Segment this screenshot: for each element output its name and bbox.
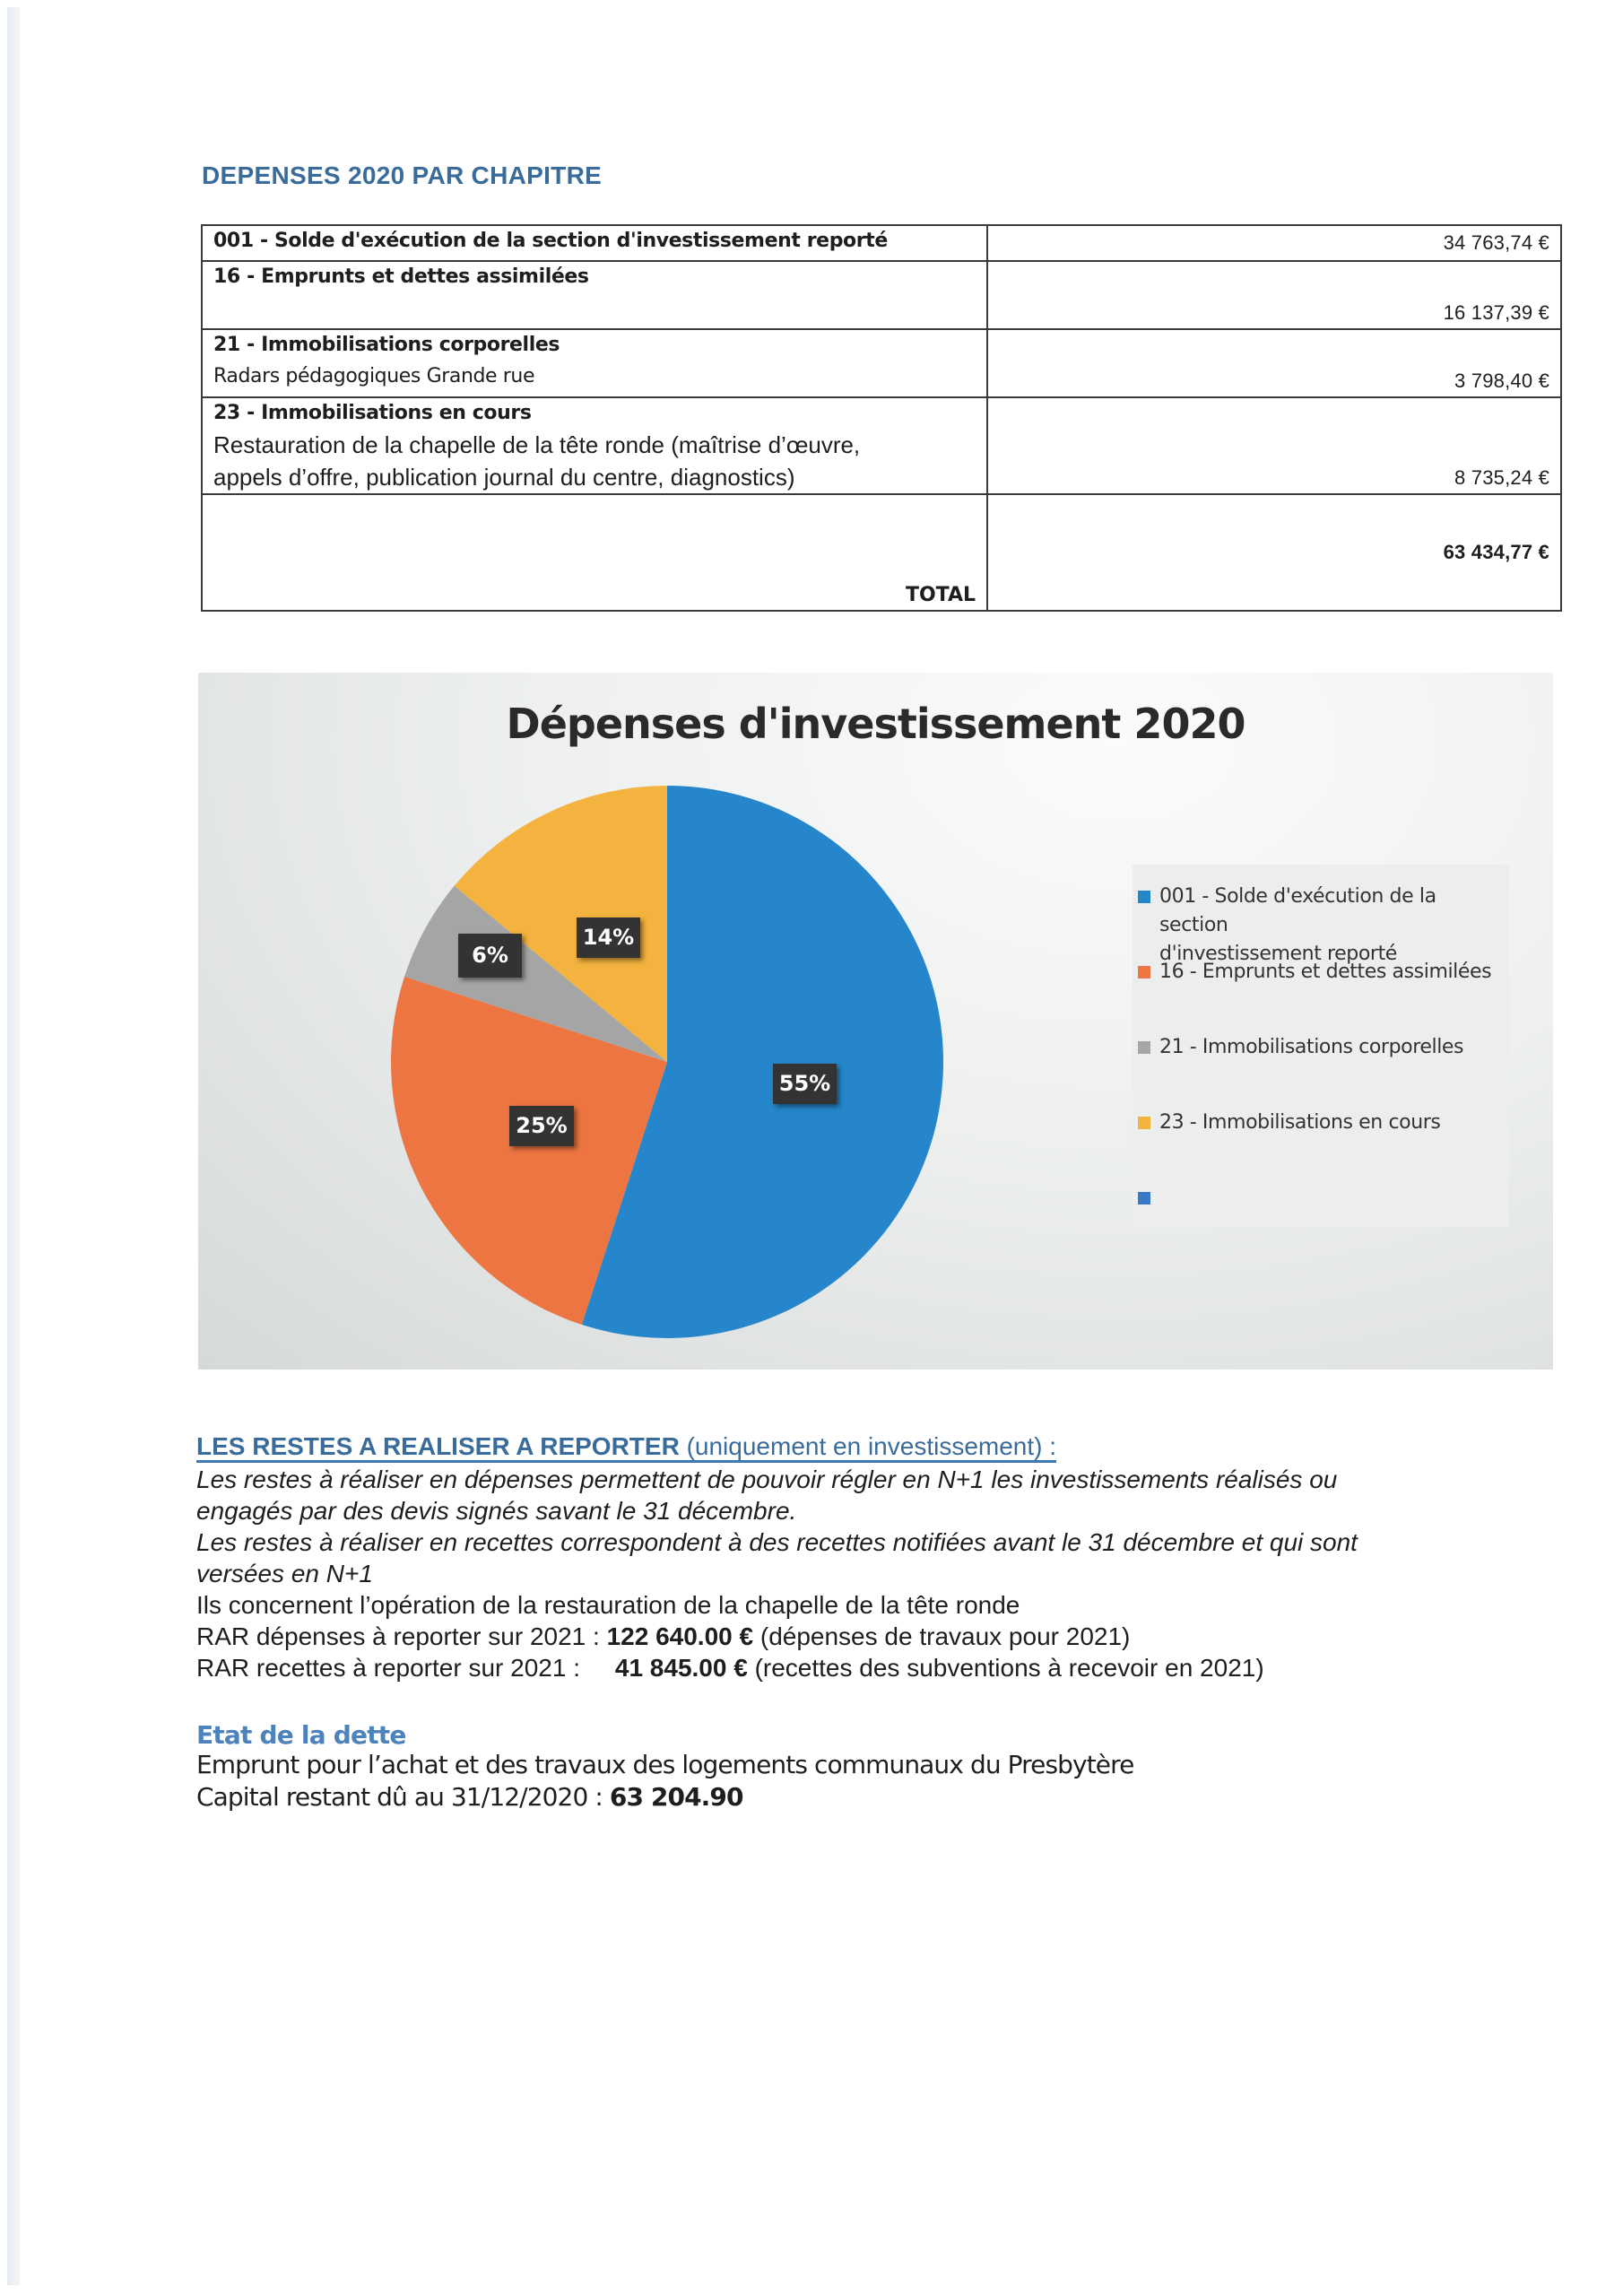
table-row <box>202 397 1561 494</box>
legend-swatch-gray <box>1138 1041 1150 1054</box>
rar-title <box>196 1433 1056 1463</box>
row-title: 21 - Immobilisations corporelles <box>213 334 560 356</box>
dette-capital-label: Capital restant dû au 31/12/2020 : <box>196 1782 610 1812</box>
legend-label: 21 - Immobilisations corporelles <box>1159 1036 1464 1058</box>
row-detail: Radars pédagogiques Grande rue <box>213 365 535 387</box>
chart-legend <box>1133 865 1509 1227</box>
row-title: 23 - Immobilisations en cours <box>213 402 532 424</box>
legend-label: d'investissement reporté <box>1159 943 1397 965</box>
pct-label-55: 55% <box>773 1064 837 1104</box>
row-amount: 3 798,40 € <box>987 329 1561 397</box>
dette-title: Etat de la dette <box>196 1720 406 1750</box>
chapter-table <box>201 224 1562 612</box>
scan-edge-strip <box>7 7 20 2285</box>
pie-slices <box>391 786 943 1338</box>
row-amount: 8 735,24 € <box>987 397 1561 494</box>
rar-title-caps: LES RESTES A REALISER A REPORTER <box>196 1432 680 1460</box>
row-label <box>202 329 987 397</box>
rar-depenses-label: RAR dépenses à reporter sur 2021 : <box>196 1622 607 1650</box>
table-row <box>202 261 1561 329</box>
legend-item <box>1159 883 1509 969</box>
section-heading: DEPENSES 2020 PAR CHAPITRE <box>202 161 603 189</box>
row-detail-line: Restauration de la chapelle de la tête ronde (maîtrise d’œuvre, <box>213 431 861 458</box>
rar-depenses <box>196 1621 1130 1652</box>
row-label <box>202 261 987 329</box>
rar-depenses-note: (dépenses de travaux pour 2021) <box>753 1622 1131 1650</box>
legend-label: 23 - Immobilisations en cours <box>1159 1111 1441 1134</box>
table-row <box>202 225 1561 261</box>
pct-label-25: 25% <box>509 1106 574 1146</box>
row-label <box>202 397 987 494</box>
dette-capital <box>196 1781 743 1813</box>
table-row <box>202 329 1561 397</box>
dette-line: Emprunt pour l’achat et des travaux des logements communaux du Presbytère <box>196 1750 1134 1779</box>
rar-line: Les restes à réaliser en recettes correspondent à des recettes notifiées avant le 31 décembre et qui sont <box>196 1528 1358 1556</box>
legend-label: 16 - Emprunts et dettes assimilées <box>1159 961 1492 983</box>
rar-line: versées en N+1 <box>196 1560 373 1587</box>
legend-swatch-blue <box>1138 891 1150 903</box>
total-label: TOTAL <box>202 494 987 611</box>
legend-swatch-yellow <box>1138 1117 1150 1129</box>
rar-depenses-amount: 122 640.00 € <box>606 1622 754 1650</box>
dette-capital-value: 63 204.90 <box>609 1782 743 1812</box>
rar-line: Ils concernent l’opération de la restauration de la chapelle de la tête ronde <box>196 1591 1020 1619</box>
row-title: 16 - Emprunts et dettes assimilées <box>213 265 589 288</box>
rar-recettes <box>196 1652 1264 1683</box>
rar-recettes-amount: 41 845.00 € <box>614 1654 748 1682</box>
row-detail-line: appels d’offre, publication journal du centre, diagnostics) <box>213 464 795 491</box>
pct-label-14: 14% <box>577 918 640 958</box>
legend-item <box>1159 1109 1440 1137</box>
legend-item <box>1159 1033 1463 1062</box>
row-amount: 34 763,74 € <box>987 225 1561 261</box>
total-row <box>202 494 1561 611</box>
rar-line: Les restes à réaliser en dépenses permettent de pouvoir régler en N+1 les investissements réalisés ou <box>196 1465 1338 1493</box>
legend-swatch-orange <box>1138 966 1150 978</box>
rar-title-rest: (uniquement en investissement) : <box>679 1432 1057 1460</box>
chart-title: Dépenses d'investissement 2020 <box>506 700 1245 748</box>
row-amount: 16 137,39 € <box>987 261 1561 329</box>
pct-label-6: 6% <box>458 934 522 978</box>
rar-line: engagés par des devis signés savant le 31 décembre. <box>196 1497 797 1525</box>
legend-item <box>1159 958 1491 987</box>
pie-chart <box>198 673 1553 1370</box>
legend-label: 001 - Solde d'exécution de la section <box>1159 885 1436 936</box>
legend-swatch-empty <box>1138 1192 1150 1205</box>
row-title: 001 - Solde d'exécution de la section d'investissement reporté <box>213 230 888 252</box>
rar-recettes-note: (recettes des subventions à recevoir en 2021) <box>747 1654 1264 1682</box>
rar-recettes-label: RAR recettes à reporter sur 2021 : <box>196 1654 615 1682</box>
row-label <box>202 225 987 261</box>
total-amount: 63 434,77 € <box>987 494 1561 611</box>
